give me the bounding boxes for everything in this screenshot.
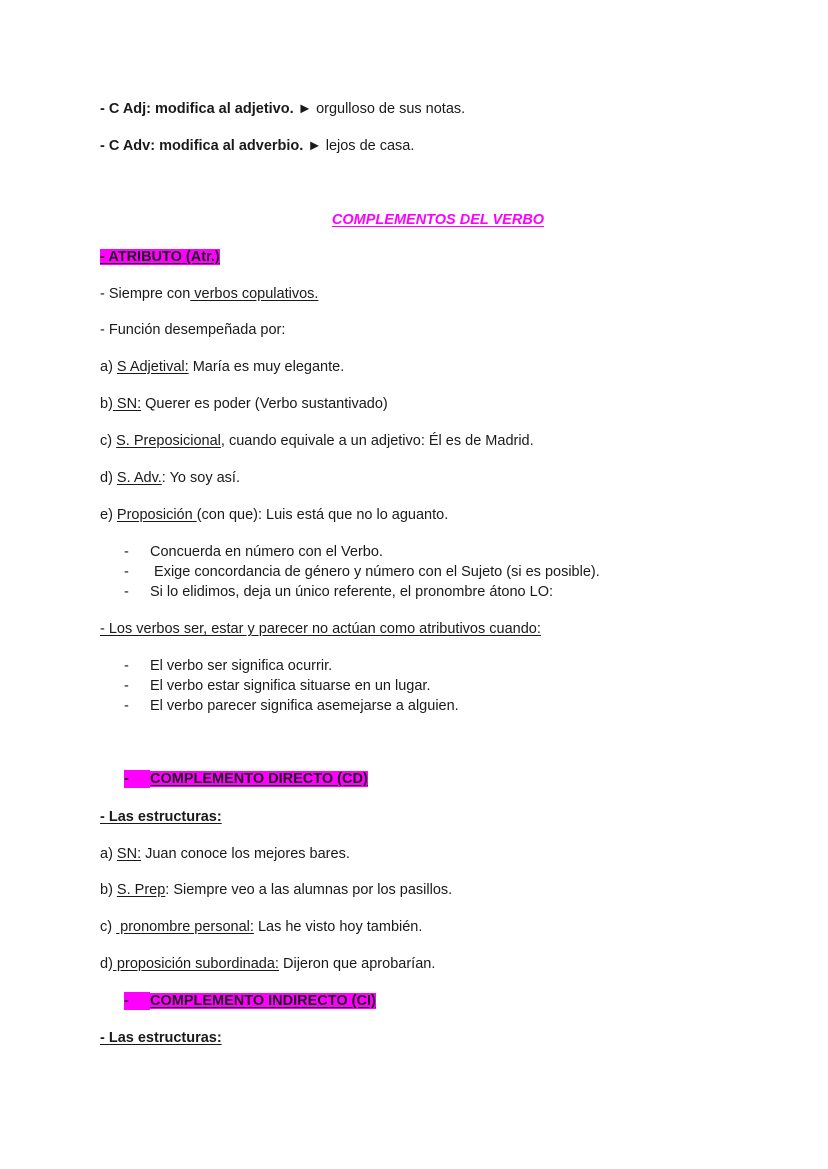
no-atributivos-line [100, 620, 541, 638]
cd-heading: COMPLEMENTO DIRECTO (CD) [150, 771, 368, 787]
arrow-icon: ► [297, 101, 313, 117]
item-term: Proposición [116, 507, 197, 523]
bullet-dash: - [124, 584, 129, 600]
item-prefix: c) [100, 919, 117, 935]
c-adj-label: - C Adj: modifica al adjetivo. [100, 101, 294, 117]
siempre-underlined: verbos copulativos. [190, 286, 319, 302]
item-term: S. Adv. [116, 470, 162, 486]
item-term: SN: [112, 396, 142, 412]
list-item [124, 677, 430, 695]
item-term: SN: [116, 846, 142, 862]
cd-item-b [100, 881, 452, 899]
item-prefix: c) [100, 433, 117, 449]
item-term: pronombre personal: [116, 919, 254, 935]
siempre-text: - Siempre con [100, 286, 191, 302]
bullet-dash: - [124, 564, 129, 580]
bullet-dash: - [124, 544, 129, 560]
item-example: María es muy elegante. [188, 359, 345, 375]
ci-heading: COMPLEMENTO INDIRECTO (CI) [150, 993, 376, 1009]
cd-item-c [100, 918, 422, 936]
item-example: (con que): Luis está que no lo aguanto. [196, 507, 449, 523]
c-adv-label: - C Adv: modifica al adverbio. [100, 138, 304, 154]
no-atributivos-text: - Los verbos ser, estar y parecer no actúan como atributivos cuando: [100, 621, 541, 637]
atributo-heading-row [100, 248, 220, 266]
bullet-text: El verbo parecer significa asemejarse a alguien. [150, 698, 459, 714]
heading-dash: - [124, 992, 150, 1010]
item-prefix: b) [100, 882, 117, 898]
cd-item-a [100, 845, 350, 863]
bullet-text: Si lo elidimos, deja un único referente, el pronombre átono LO: [150, 584, 554, 600]
item-term: S. Preposicional [116, 433, 221, 449]
cd-estructuras-row [100, 808, 222, 826]
list-item [124, 583, 553, 601]
item-prefix: a) [100, 846, 117, 862]
bullet-dash: - [124, 698, 129, 714]
atributo-item-b [100, 395, 388, 413]
list-item [124, 657, 332, 675]
atributo-heading: - ATRIBUTO (Atr.) [100, 249, 220, 265]
item-prefix: d) [100, 470, 117, 486]
cd-estructuras: - Las estructuras: [100, 809, 222, 825]
bullet-dash: - [124, 658, 129, 674]
item-example: Las he visto hoy también. [253, 919, 423, 935]
item-term: proposición subordinada: [112, 956, 279, 972]
atributo-item-c [100, 432, 534, 450]
ci-estructuras-row [100, 1029, 222, 1047]
list-item [124, 563, 600, 581]
funcion-line [100, 321, 285, 339]
item-prefix: e) [100, 507, 117, 523]
atributo-item-e [100, 506, 448, 524]
list-item [124, 697, 459, 715]
bullet-text: Exige concordancia de género y número con el Sujeto (si es posible). [150, 564, 600, 580]
item-prefix: b) [100, 396, 113, 412]
item-term: S Adjetival: [116, 359, 189, 375]
atributo-item-a [100, 358, 344, 376]
bullet-text: El verbo estar significa situarse en un lugar. [150, 678, 431, 694]
c-adj-line [100, 100, 465, 118]
atributo-item-d [100, 469, 240, 487]
siempre-line [100, 285, 318, 303]
cd-heading-row [124, 770, 368, 788]
section-title: COMPLEMENTOS DEL VERBO [331, 212, 545, 228]
bullet-text: Concuerda en número con el Verbo. [150, 544, 383, 560]
item-example: Juan conoce los mejores bares. [141, 846, 350, 862]
heading-dash: - [124, 770, 150, 788]
ci-estructuras: - Las estructuras: [100, 1030, 222, 1046]
bullet-text: El verbo ser significa ocurrir. [150, 658, 333, 674]
funcion-text: - Función desempeñada por: [100, 322, 286, 338]
c-adv-line [100, 137, 414, 155]
c-adv-example: lejos de casa. [325, 138, 415, 154]
item-example: , cuando equivale a un adjetivo: Él es de Madrid. [220, 433, 534, 449]
item-term: S. Prep [116, 882, 166, 898]
section-title-row [100, 211, 776, 229]
list-item [124, 543, 383, 561]
item-example: : Siempre veo a las alumnas por los pasillos. [165, 882, 453, 898]
item-prefix: a) [100, 359, 117, 375]
cd-item-d [100, 955, 435, 973]
item-example: Querer es poder (Verbo sustantivado) [141, 396, 388, 412]
bullet-dash: - [124, 678, 129, 694]
ci-heading-row [124, 992, 376, 1010]
item-prefix: d) [100, 956, 113, 972]
item-example: Dijeron que aprobarían. [278, 956, 436, 972]
c-adj-example: orgulloso de sus notas. [316, 101, 466, 117]
item-example: : Yo soy así. [161, 470, 240, 486]
arrow-icon: ► [307, 138, 322, 154]
